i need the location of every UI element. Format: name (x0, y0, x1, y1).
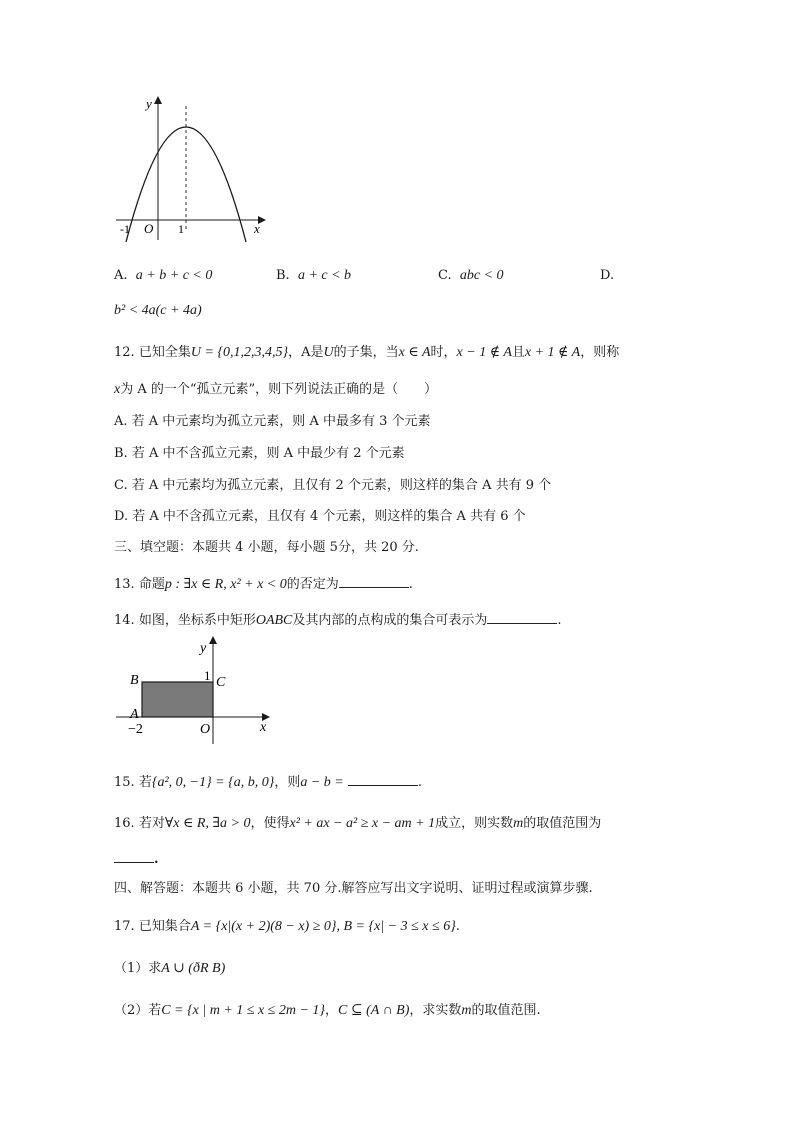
tick-1-label: 1 (204, 668, 211, 683)
point-c-label: C (216, 675, 226, 690)
x-axis-label: x (254, 221, 260, 236)
q11-option-c: C. abc < 0 (438, 268, 504, 283)
tick-neg2-label: −2 (128, 722, 143, 737)
origin-label: O (144, 221, 154, 236)
section-3-heading: 三、填空题：本题共 4 小题，每小题 5分，共 20 分. (114, 540, 419, 555)
tick-1-label: 1 (178, 222, 184, 236)
section-4-heading: 四、解答题：本题共 6 小题，共 70 分.解答应写出文字说明、证明过程或演算步骤. (114, 881, 593, 896)
point-o-label: O (200, 722, 211, 737)
q12-option-d: D. 若 A 中不含孤立元素，且仅有 4 个元素，则这样的集合 A 共有 6 个 (114, 509, 526, 524)
q11-option-a: A. a + b + c < 0 (114, 268, 213, 283)
rectangle-figure (112, 634, 278, 746)
y-axis-label: y (146, 96, 152, 111)
q16-line: 16. 若对∀x ∈ R, ∃a > 0，使得x² + ax − a² ≥ x − am + 1成立，则实数m的取值范围为 (114, 816, 602, 831)
q13-answer-blank[interactable] (339, 575, 409, 588)
tick-neg1-label: -1 (120, 222, 130, 236)
q17-part1: （1）求A ∪ (ðR B) (114, 961, 226, 976)
q12-option-b: B. 若 A 中不含孤立元素，则 A 中最少有 2 个元素 (114, 446, 405, 461)
q13-line: 13. 命题p : ∃x ∈ R, x² + x < 0的否定为 . (114, 577, 413, 592)
q16-answer-blank[interactable] (114, 850, 154, 863)
q15-line: 15. 若{a², 0, −1} = {a, b, 0}，则a − b = . (114, 775, 423, 790)
q14-line: 14. 如图，坐标系中矩形OABC及其内部的点构成的集合可表示为 . (114, 613, 562, 628)
q17-part2: （2）若C = {x | m + 1 ≤ x ≤ 2m − 1}，C ⊆ (A ∩ B)，求实数m的取值范围. (114, 1003, 541, 1018)
q16-answer-line: . (114, 850, 159, 869)
q11-option-d-letter: D. (600, 268, 615, 283)
q14-answer-blank[interactable] (487, 611, 557, 624)
q12-option-a: A. 若 A 中元素均为孤立元素，则 A 中最多有 3 个元素 (114, 414, 431, 429)
q12-option-c: C. 若 A 中元素均为孤立元素，且仅有 2 个元素，则这样的集合 A 共有 9 个 (114, 478, 552, 493)
q15-answer-blank[interactable] (348, 773, 418, 786)
x-axis-label: x (260, 720, 267, 735)
q17-stem: 17. 已知集合A = {x|(x + 2)(8 − x) ≥ 0}, B = {x| − 3 ≤ x ≤ 6}. (114, 919, 460, 934)
q12-stem-line1: 12. 已知全集U = {0,1,2,3,4,5}，A是U的子集，当x ∈ A时，x − 1 ∉ A且x + 1 ∉ A，则称 (114, 345, 620, 360)
point-b-label: B (130, 673, 139, 688)
parabola-figure (112, 92, 272, 242)
q12-stem-line2: x为 A 的一个“孤立元素”，则下列说法正确的是（ ） (114, 382, 438, 397)
y-axis-label: y (200, 641, 207, 656)
q11-option-b: B. a + c < b (276, 268, 352, 283)
shaded-rectangle (142, 682, 213, 717)
q11-option-d-expr: b² < 4a(c + 4a) (114, 303, 202, 318)
point-a-label: A (130, 707, 139, 722)
